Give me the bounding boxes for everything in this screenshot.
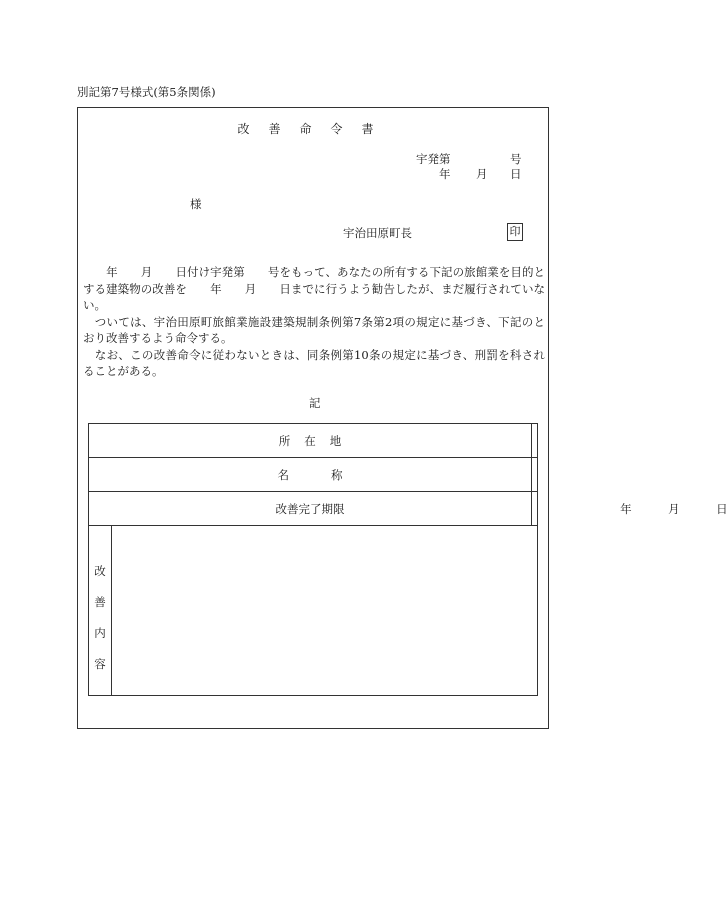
content-label-3: 内 — [94, 626, 106, 640]
name-label: 名称 — [277, 467, 385, 482]
paragraph-penalty: なお、この改善命令に従わないときは、同条例第10条の規定に基づき、刑罰を科されることがある。 — [83, 347, 545, 378]
date-day: 日 — [510, 167, 522, 181]
paragraph-order: ついては、宇治田原町旅館業施設建築規制条例第7条第2項の規定に基づき、下記のとおり改善するよう命令する。 — [83, 314, 545, 345]
form-label: 別記第7号様式(第5条関係) — [77, 85, 216, 99]
row-name — [89, 458, 538, 492]
row-location — [89, 424, 538, 458]
issuer-name: 宇治田原町長 — [343, 226, 412, 240]
ki-heading: 記 — [309, 396, 321, 410]
content-label-4: 容 — [94, 657, 106, 671]
addressee-suffix: 様 — [190, 197, 202, 211]
ref-no-suffix: 号 — [510, 152, 522, 166]
deadline-month: 月 — [668, 502, 680, 516]
deadline-year: 年 — [620, 502, 632, 516]
name-value[interactable] — [532, 458, 538, 492]
date-month: 月 — [476, 167, 488, 181]
content-value[interactable] — [112, 526, 538, 696]
location-value[interactable] — [532, 424, 538, 458]
ref-no-label: 宇発第 — [416, 152, 451, 166]
seal-stamp: 印 — [507, 223, 523, 241]
document-title: 改善命令書 — [237, 122, 393, 136]
deadline-value[interactable] — [532, 492, 728, 526]
content-label-1: 改 — [94, 564, 106, 578]
details-table — [88, 423, 728, 696]
content-label-cell — [89, 526, 112, 696]
paragraph-recommendation: 年 月 日付け宇発第 号をもって、あなたの所有する下記の旅館業を目的とする建築物の改善を 年 月 日までに行うよう勧告したが、まだ履行されていない。 — [83, 265, 545, 312]
row-content — [89, 526, 538, 696]
deadline-label: 改善完了期限 — [89, 492, 532, 526]
deadline-day: 日 — [716, 502, 728, 516]
location-label-cell — [89, 424, 532, 458]
row-deadline — [89, 492, 538, 526]
content-label-2: 善 — [94, 595, 106, 609]
location-label: 所在地 — [278, 433, 356, 448]
date-year: 年 — [439, 167, 451, 181]
name-label-cell — [89, 458, 532, 492]
body-text — [83, 264, 545, 380]
